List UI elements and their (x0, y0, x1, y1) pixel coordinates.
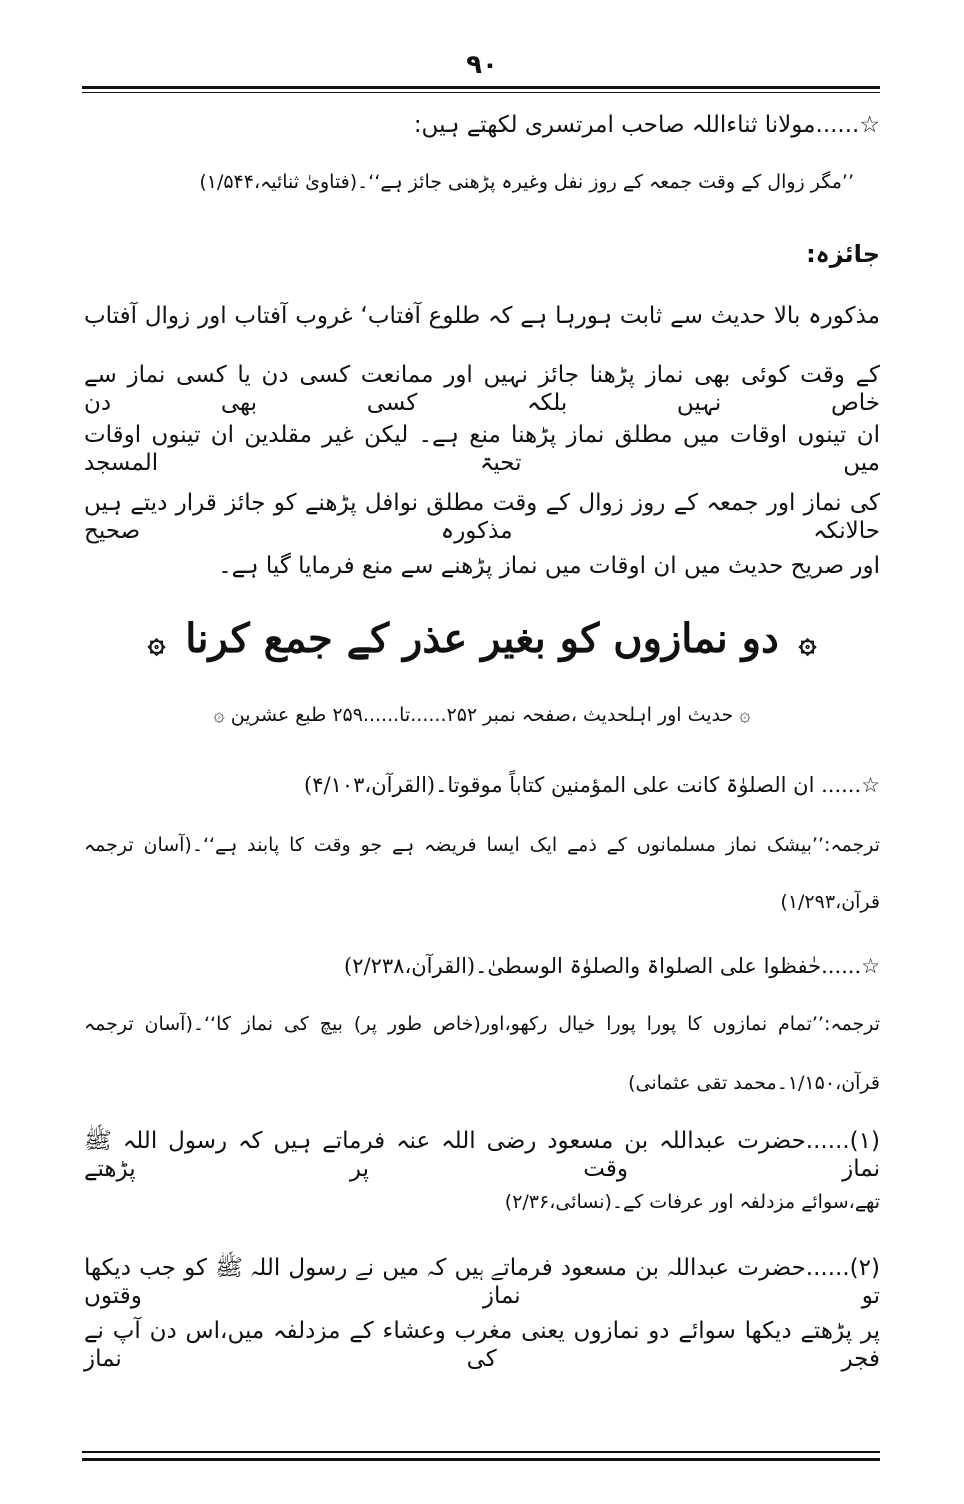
hadith-line: (۲)......حضرت عبداللہ بن مسعود فرماتے ہیں کہ میں نے رسول اللہ ﷺ کو جب دیکھا تو نماز وقتوں (84, 1255, 880, 1309)
chapter-title-text: دو نمازوں کو بغیر عذر کے جمع کرنا (185, 615, 779, 662)
paragraph-line: ان تینوں اوقات میں مطلق نماز پڑھنا منع ہے۔ لیکن غیر مقلدین ان تینوں اوقات میں تحیۃ المسجد (84, 422, 880, 476)
header-rule-thin (82, 92, 880, 93)
translation-line: ترجمہ:’’بیشک نماز مسلمانوں کے ذمے ایک ایسا فریضہ ہے جو وقت کا پابند ہے‘‘۔(آسان ترجمہ (84, 834, 880, 856)
chapter-reference: ۞ حدیث اور اہلحدیث ،صفحہ نمبر ۲۵۲......تا......۲۵۹ طبع عشرین ۞ (213, 704, 751, 726)
paragraph-line: مذکورہ بالا حدیث سے ثابت ہورہا ہے کہ طلوع آفتاب‘ غروب آفتاب اور زوال آفتاب (84, 303, 880, 329)
page-number: ۹۰ (466, 50, 498, 80)
hadith-line: پر پڑھتے دیکھا سوائے دو نمازوں یعنی مغرب وعشاء کے مزدلفہ میں،اس دن آپ نے فجر کی نماز (84, 1318, 880, 1372)
hadith-line: (۱)......حضرت عبداللہ بن مسعود رضی اللہ عنہ فرماتے ہیں کہ رسول اللہ ﷺ نماز وقت پر پڑھتے (84, 1128, 880, 1182)
footer-rule-thin (82, 1451, 880, 1453)
translation-line: قرآن،۱/۲۹۳) (780, 891, 880, 913)
quote-intro: ☆......مولانا ثناءاللہ صاحب امرتسری لکھتے ہیں: (413, 112, 880, 138)
quran-verse: ☆......حٰفظوا علی الصلواۃ والصلوٰۃ الوسطیٰ۔(القرآن،۲/۲۳۸) (344, 954, 880, 978)
paragraph-line: اور صریح حدیث میں ان اوقات میں نماز پڑھنے سے منع فرمایا گیا ہے۔ (218, 553, 880, 579)
quote-text: ’’مگر زوال کے وقت جمعہ کے روز نفل وغیرہ پڑھنی جائز ہے‘‘۔(فتاویٰ ثنائیہ،۱/۵۴۴) (199, 171, 854, 193)
translation-line: ترجمہ:’’تمام نمازوں کا پورا پورا خیال رکھو،اور(خاص طور پر) بیچ کی نماز کا‘‘۔(آسان ترجمہ (84, 1013, 880, 1035)
hadith-line: تھے،سوائے مزدلفہ اور عرفات کے۔(نسائی،۲/۳۶) (504, 1191, 880, 1213)
flower-ornament-icon: ۞ (147, 624, 166, 660)
paragraph-line: کی نماز اور جمعہ کے روز زوال کے وقت مطلق نوافل پڑھنے کو جائز قرار دیتے ہیں حالانکہ مذکورہ صحیح (84, 490, 880, 544)
translation-line: قرآن،۱/۱۵۰۔محمد تقی عثمانی) (628, 1072, 880, 1094)
header-rule-thick (82, 86, 880, 89)
flower-ornament-icon: ۞ (798, 624, 817, 660)
footer-rule-thick (82, 1458, 880, 1461)
quran-verse: ☆...... ان الصلوٰۃ کانت علی المؤمنین کتاباً موقوتا۔(القرآن،۴/۱۰۳) (304, 773, 880, 797)
section-heading: جائزہ: (806, 240, 880, 268)
chapter-title (0, 615, 964, 662)
paragraph-line: کے وقت کوئی بھی نماز پڑھنا جائز نہیں اور ممانعت کسی دن یا کسی نماز سے خاص نہیں بلکہ کسی بھی دن (84, 362, 880, 416)
